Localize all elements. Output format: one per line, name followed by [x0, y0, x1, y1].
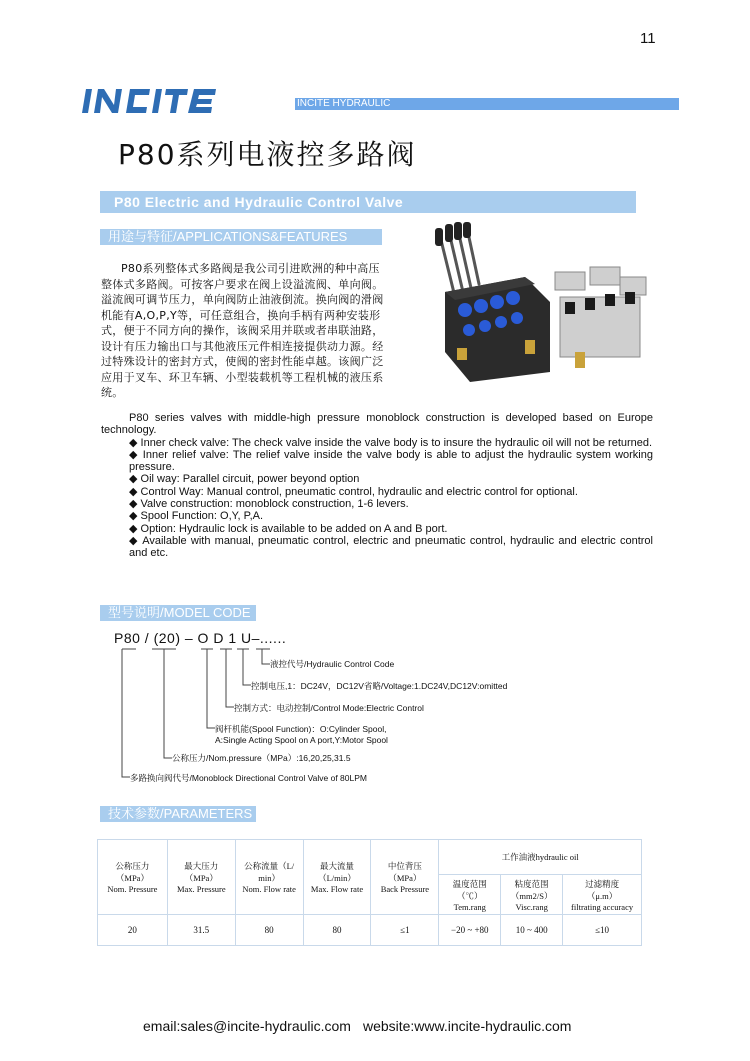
section-parameters: 技术参数/PARAMETERS [100, 806, 256, 822]
model-code-string: P80 / (20) – O D 1 U–...... [114, 630, 287, 646]
feature-item: ◆ Valve construction: monoblock construction, 1-6 levers. [129, 498, 409, 511]
footer [143, 1018, 571, 1034]
header-cell: 公称压力 （MPa） Nom. Pressure [98, 840, 168, 915]
section-applications: 用途与特征/APPLICATIONS&FEATURES [100, 229, 382, 245]
oil-group-header: 工作油液hydraulic oil [439, 840, 642, 875]
code-item-spool-function: 阀杆机能(Spool Function)：O:Cylinder Spool, [215, 724, 387, 734]
description-cn: P80系列整体式多路阀是我公司引进欧洲的种中高压整体式多路阀。可按客户要求在阀上设溢流阀、单向阀。溢流阀可调节压力，单向阀防止油液倒流。换向阀的滑阀机能有A,O,P,Y等，可任意组合，换向手柄有两种安装形式，便于不同方向的操作，该阀采用并联或者串联油路，设计有压力输出口与其他液压元件相连接提供动力源。经过特殊设计的密封方式，使阀的密封性能卓越。该阀广泛应用于叉车、环卫车辆、小型装载机等工程机械的液压系统。 [101, 262, 384, 399]
value-cell: 10 ~ 400 [501, 915, 563, 946]
valve-product-image [425, 222, 650, 392]
header-cell: 最大压力 （MPa） Max. Pressure [167, 840, 235, 915]
value-cell: 80 [303, 915, 371, 946]
page-number: 11 [640, 30, 656, 47]
page-title-cn: P80系列电液控多路阀 [118, 138, 417, 171]
parameters-table [97, 839, 642, 946]
section-model-code: 型号说明/MODEL CODE [100, 605, 256, 621]
header-cell: 中位背压 （MPa） Back Pressure [371, 840, 439, 915]
value-cell: ≤10 [563, 915, 642, 946]
page-title-en: P80 Electric and Hydraulic Control Valve [100, 191, 636, 213]
value-cell: 31.5 [167, 915, 235, 946]
value-cell: ≤1 [371, 915, 439, 946]
intro-text: P80 series valves with middle-high pressure monoblock construction is developed based on Europe technology. [101, 412, 653, 437]
code-item-control-mode: 控制方式：电动控制/Control Mode:Electric Control [234, 703, 424, 713]
header-cell: 温度范围 （℃） Tem.rang [439, 875, 501, 915]
value-cell: −20 ~ +80 [439, 915, 501, 946]
feature-item: ◆ Option: Hydraulic lock is available to be added on A and B port. [129, 522, 448, 535]
header-cell: 过滤精度 （μ.m） filtrating accuracy [563, 875, 642, 915]
code-item-hydraulic: 液控代号/Hydraulic Control Code [270, 659, 395, 669]
feature-item: ◆ Spool Function: O,Y, P,A. [129, 510, 264, 523]
feature-item: ◆ Oil way: Parallel circuit, power beyond option [129, 473, 360, 486]
description-en [101, 412, 653, 560]
value-cell: 80 [235, 915, 303, 946]
feature-item: ◆ Inner check valve: The check valve inside the valve body is to insure the hydraulic oil will not be returned. [129, 436, 653, 449]
code-item-nom-pressure: 公称压力/Nom.pressure（MPa）:16,20,25,31.5 [172, 753, 351, 763]
feature-item: ◆ Available with manual, pneumatic control, electric and pneumatic control, hydraulic and electric control and etc. [129, 534, 653, 560]
feature-item: ◆ Inner relief valve: The relief valve inside the valve body is able to adjust the hydraulic system working pressure. [129, 448, 653, 474]
incite-logo [80, 85, 220, 117]
code-item-voltage: 控制电压,1：DC24V，DC12V省略/Voltage:1.DC24V,DC12V:omitted [251, 681, 508, 691]
footer-email[interactable]: email:sales@incite-hydraulic.com [143, 1018, 351, 1034]
feature-item: ◆ Control Way: Manual control, pneumatic control, hydraulic and electric control for optional. [129, 485, 578, 498]
footer-website[interactable]: website:www.incite-hydraulic.com [362, 1018, 572, 1034]
header-cell: 粘度范围 （mm2/S） Visc.rang [501, 875, 563, 915]
header-cell: 最大流量 （L/min） Max. Flow rate [303, 840, 371, 915]
code-item-spool-function-2: A:Single Acting Spool on A port,Y:Motor Spool [215, 735, 388, 745]
value-cell: 20 [98, 915, 168, 946]
code-item-series: 多路换向阀代号/Monoblock Directional Control Valve of 80LPM [130, 773, 367, 783]
brand-bar: INCITE HYDRAULIC [295, 98, 679, 110]
header-cell: 公称流量（L/ min） Nom. Flow rate [235, 840, 303, 915]
